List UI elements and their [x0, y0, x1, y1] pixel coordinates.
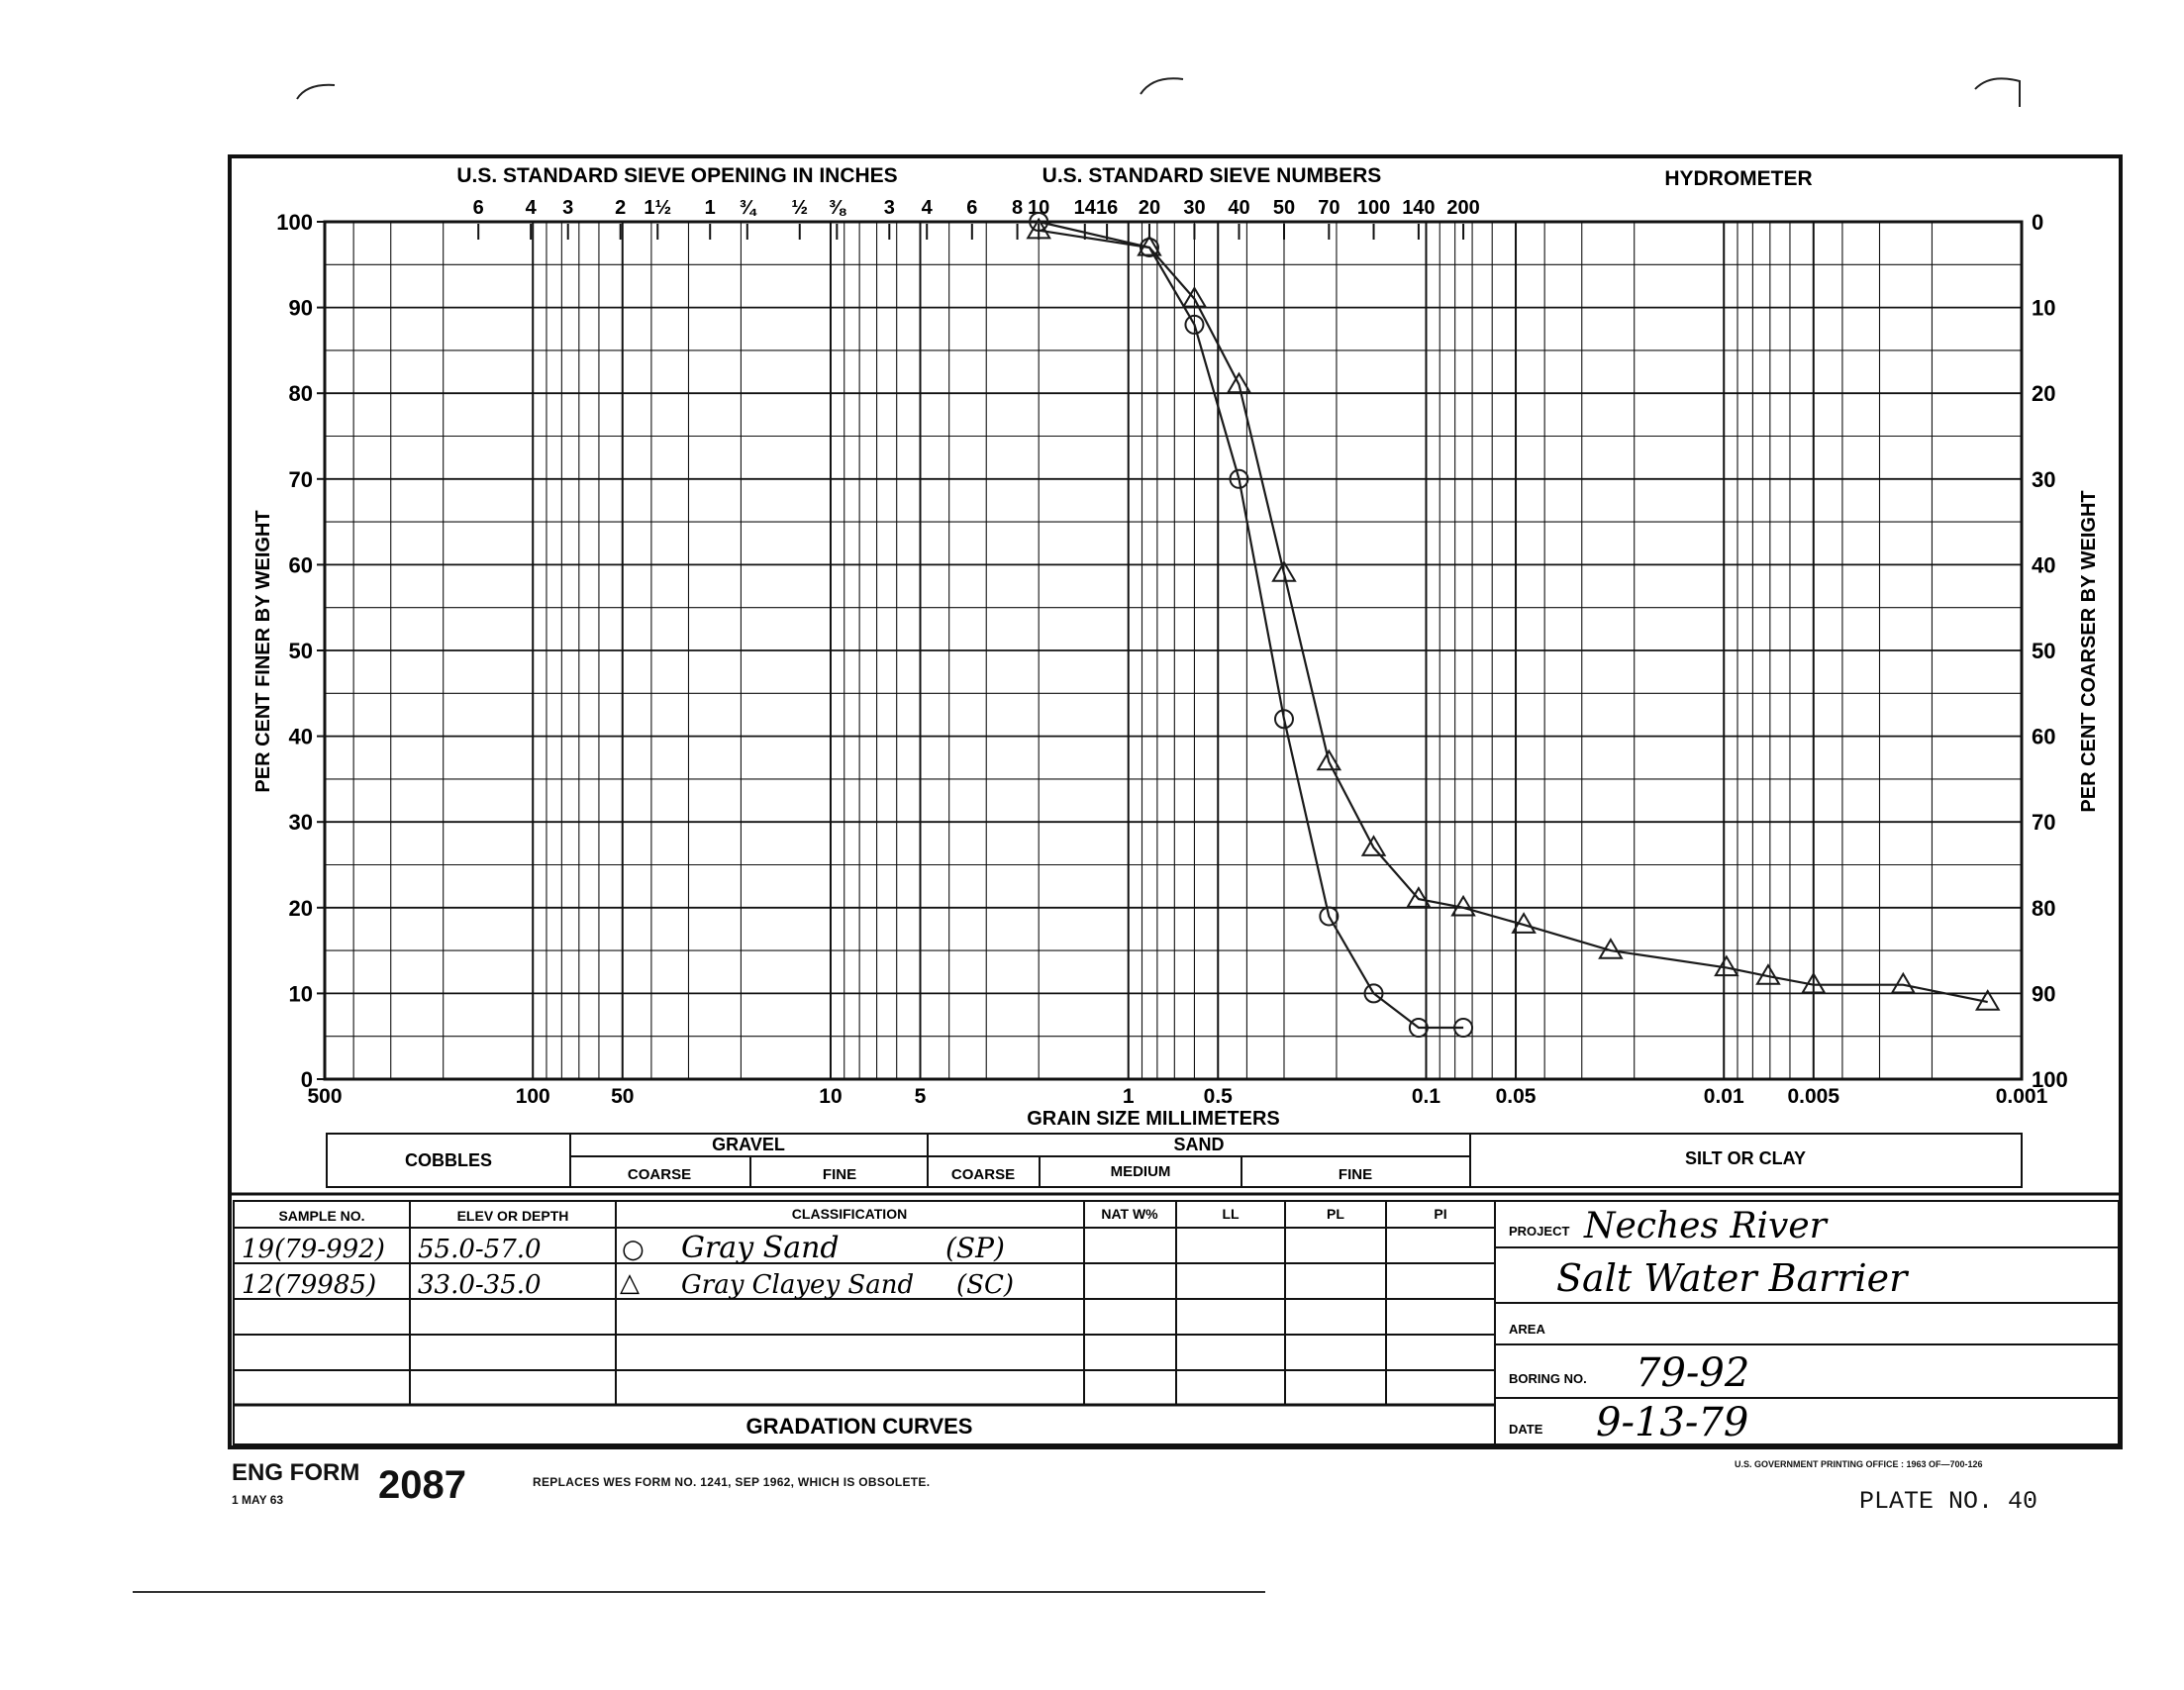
data-point-triangle — [1892, 974, 1914, 993]
col-header-sample-no: SAMPLE NO. — [278, 1208, 365, 1224]
sieve-labels — [473, 197, 1480, 240]
sieve-number-label: 140 — [1402, 197, 1436, 219]
x-tick-label: 0.001 — [1995, 1085, 2048, 1108]
plate-number: PLATE NO. 40 — [1859, 1487, 2038, 1516]
series-layer — [1028, 213, 1999, 1037]
row2-symbol-triangle: △ — [620, 1268, 640, 1298]
form-number: 2087 — [378, 1463, 466, 1507]
sieve-inches-header: U.S. STANDARD SIEVE OPENING IN INCHES — [456, 164, 898, 187]
y2-axis-title: PER CENT COARSER BY WEIGHT — [2078, 490, 2100, 813]
row1-symbol-circle: ○ — [622, 1235, 645, 1264]
y-tick-label: 60 — [288, 552, 313, 578]
sieve-number-label: 16 — [1095, 197, 1119, 219]
sieve-number-label: 3 — [883, 197, 895, 219]
y-tick-label: 90 — [288, 295, 313, 321]
x-tick-label: 0.1 — [1411, 1085, 1441, 1108]
y-tick-label: 20 — [288, 895, 313, 921]
project-line1: Neches River — [1584, 1206, 1827, 1246]
y-axis-title: PER CENT FINER BY WEIGHT — [252, 510, 274, 793]
date-value: 9-13-79 — [1596, 1400, 1749, 1445]
y-tick-label: 80 — [288, 381, 313, 407]
sieve-numbers-header: U.S. STANDARD SIEVE NUMBERS — [1042, 164, 1382, 187]
area-label: AREA — [1509, 1322, 1545, 1337]
y-tick-label: 0 — [300, 1067, 313, 1092]
col-header-ll: LL — [1222, 1206, 1240, 1222]
y-tick-label: 40 — [288, 724, 313, 749]
hydrometer-header: HYDROMETER — [1664, 167, 1813, 190]
sieve-inch-label: 1 — [704, 197, 716, 219]
sieve-number-label: 30 — [1183, 197, 1206, 219]
x-tick-label: 1 — [1122, 1085, 1135, 1108]
sieve-number-label: 10 — [1028, 197, 1050, 219]
sieve-inch-label: ½ — [791, 197, 809, 219]
col-header-pl: PL — [1327, 1206, 1344, 1222]
sample-table — [230, 1194, 2121, 1444]
row1-classification: Gray Sand — [681, 1231, 840, 1265]
gravel-label: GRAVEL — [712, 1135, 785, 1154]
sieve-number-label: 70 — [1318, 197, 1340, 219]
silt-clay-label: SILT OR CLAY — [1684, 1148, 1807, 1168]
x-tick-label: 0.01 — [1703, 1085, 1744, 1108]
chart-grid — [325, 222, 2022, 1079]
x-tick-label: 50 — [611, 1085, 635, 1108]
sand-label: SAND — [1173, 1135, 1225, 1154]
col-header-pi: PI — [1434, 1206, 1447, 1222]
sieve-number-label: 20 — [1138, 197, 1161, 219]
sieve-number-label: 6 — [966, 197, 978, 219]
x-axis-title: GRAIN SIZE MILLIMETERS — [1027, 1108, 1280, 1130]
sieve-number-label: 50 — [1272, 197, 1296, 219]
y2-tick-label: 30 — [2032, 466, 2056, 492]
x-axis-ticks — [307, 1085, 2047, 1108]
y-tick-label: 70 — [288, 466, 313, 492]
x-tick-label: 0.05 — [1495, 1085, 1537, 1108]
sieve-inch-label: 6 — [472, 197, 484, 219]
y2-tick-label: 70 — [2032, 810, 2056, 836]
x-tick-label: 0.5 — [1203, 1085, 1233, 1108]
y-tick-label: 50 — [288, 639, 313, 663]
x-tick-label: 10 — [819, 1085, 843, 1108]
y2-tick-label: 60 — [2032, 724, 2056, 749]
y2-tick-label: 80 — [2032, 895, 2056, 921]
y2-tick-label: 90 — [2032, 981, 2056, 1007]
soil-classification-bar — [327, 1134, 2022, 1187]
sieve-inch-label: 4 — [525, 197, 537, 219]
x-tick-label: 100 — [515, 1085, 550, 1108]
sieve-number-label: 8 — [1012, 197, 1024, 219]
cobbles-label: COBBLES — [404, 1150, 493, 1170]
project-label: PROJECT — [1509, 1224, 1570, 1239]
boring-value: 79-92 — [1636, 1350, 1750, 1396]
row1-sample-no: 19(79-992) — [242, 1235, 385, 1264]
sieve-inch-label: 1½ — [644, 197, 672, 219]
gravel-fine-label: FINE — [822, 1166, 857, 1183]
x-tick-label: 5 — [914, 1085, 927, 1108]
boring-label: BORING NO. — [1509, 1371, 1587, 1386]
y2-tick-label: 40 — [2032, 552, 2056, 578]
x-tick-label: 500 — [307, 1085, 343, 1108]
y2-tick-label: 10 — [2032, 295, 2056, 321]
y2-tick-label: 50 — [2032, 639, 2056, 663]
sieve-number-label: 40 — [1228, 197, 1250, 219]
y-tick-label: 100 — [276, 210, 313, 235]
row2-sample-no: 12(79985) — [242, 1270, 377, 1300]
binder-hole-mark-center — [1141, 78, 1183, 94]
y2-tick-label: 0 — [2032, 210, 2044, 235]
sieve-number-label: 200 — [1446, 197, 1480, 219]
series-line-triangle — [1039, 231, 1988, 1002]
replaces-note: REPLACES WES FORM NO. 1241, SEP 1962, WHICH IS OBSOLETE. — [533, 1475, 931, 1489]
y-tick-label: 10 — [288, 981, 313, 1007]
row2-classification: Gray Clayey Sand — [681, 1270, 915, 1300]
col-header-classification: CLASSIFICATION — [791, 1206, 908, 1222]
sand-medium-label: MEDIUM — [1110, 1163, 1171, 1180]
form-date: 1 MAY 63 — [232, 1493, 284, 1507]
sieve-number-label: 4 — [921, 197, 933, 219]
sieve-number-label: 14 — [1073, 197, 1096, 219]
binder-hole-mark-left — [297, 85, 335, 99]
row2-elev-depth: 33.0-35.0 — [418, 1270, 542, 1300]
sand-fine-label: FINE — [1338, 1166, 1373, 1183]
y2-tick-label: 20 — [2032, 381, 2056, 407]
sieve-number-label: 100 — [1356, 197, 1391, 219]
gradation-curves-title: GRADATION CURVES — [745, 1414, 973, 1439]
gpo-note: U.S. GOVERNMENT PRINTING OFFICE : 1963 OF—700-126 — [1735, 1459, 1983, 1469]
date-label: DATE — [1509, 1422, 1543, 1437]
project-block — [1495, 1201, 2119, 1445]
sieve-inch-label: 2 — [615, 197, 627, 219]
gravel-coarse-label: COARSE — [627, 1166, 692, 1183]
col-header-nat-w: NAT W% — [1101, 1206, 1158, 1222]
project-line2: Salt Water Barrier — [1556, 1256, 1908, 1300]
row1-group: (SP) — [945, 1232, 1005, 1264]
binder-hole-mark-right — [1975, 78, 2020, 107]
sieve-inch-label: 3 — [562, 197, 574, 219]
sieve-inch-label: ¾ — [739, 197, 756, 219]
row1-elev-depth: 55.0-57.0 — [418, 1235, 542, 1264]
y2-tick-label: 100 — [2032, 1067, 2068, 1092]
sand-coarse-label: COARSE — [950, 1166, 1016, 1183]
x-tick-label: 0.005 — [1787, 1085, 1840, 1108]
sieve-inch-label: ⅜ — [828, 197, 845, 219]
form-id-label: ENG FORM — [232, 1459, 360, 1486]
y-tick-label: 30 — [288, 810, 313, 836]
col-header-elev-depth: ELEV OR DEPTH — [456, 1208, 569, 1224]
row2-group: (SC) — [956, 1270, 1014, 1300]
